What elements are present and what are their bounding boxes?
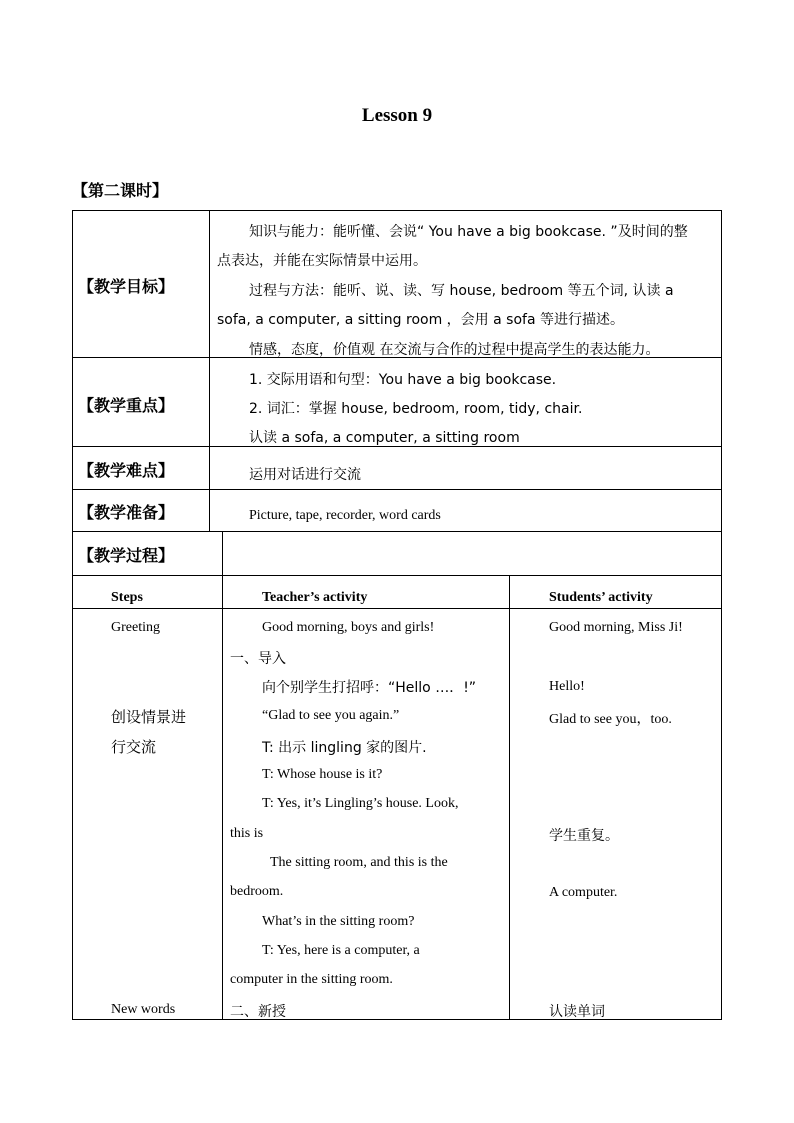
preparation-label: 【教学准备】 bbox=[78, 503, 175, 522]
process-label: 【教学过程】 bbox=[78, 546, 175, 565]
column-divider bbox=[222, 575, 223, 1020]
goals-label: 【教学目标】 bbox=[78, 277, 175, 296]
teacher-line: this is bbox=[230, 826, 264, 841]
teacher-line: T: Whose house is it? bbox=[262, 767, 383, 782]
teacher-line: T: Yes, here is a computer, a bbox=[262, 943, 420, 958]
row-divider bbox=[72, 489, 722, 490]
teacher-line: T: Yes, it’s Lingling’s house. Look, bbox=[262, 796, 459, 811]
key-points-label: 【教学重点】 bbox=[78, 396, 175, 415]
difficulties-text: 运用对话进行交流 bbox=[249, 467, 361, 483]
column-divider bbox=[509, 575, 510, 1020]
step-item: 创设情景进 bbox=[111, 708, 187, 726]
student-line: Hello! bbox=[549, 679, 585, 694]
section-label: 【第二课时】 bbox=[72, 181, 169, 200]
step-item: 行交流 bbox=[111, 738, 157, 756]
teacher-header: Teacher’s activity bbox=[262, 590, 368, 605]
teacher-line: Good morning, boys and girls! bbox=[262, 620, 435, 635]
student-line: A computer. bbox=[549, 885, 618, 900]
column-divider bbox=[222, 531, 223, 575]
student-line: Good morning, Miss Ji! bbox=[549, 620, 683, 635]
teacher-line: bedroom. bbox=[230, 884, 284, 899]
student-line: Glad to see you，too. bbox=[549, 712, 672, 727]
goals-line: 点表达，并能在实际情景中运用。 bbox=[217, 253, 427, 269]
teacher-line: 二、新授 bbox=[230, 1004, 286, 1020]
teacher-line: “Glad to see you again.” bbox=[262, 708, 400, 723]
step-item: New words bbox=[111, 1002, 176, 1017]
teacher-line: 向个别学生打招呼：“Hello …．!” bbox=[262, 680, 477, 696]
step-item: Greeting bbox=[111, 620, 160, 635]
preparation-text: Picture, tape, recorder, word cards bbox=[249, 508, 441, 523]
teacher-line: What’s in the sitting room? bbox=[262, 914, 415, 929]
page-title: Lesson 9 bbox=[361, 105, 433, 126]
teacher-line: computer in the sitting room. bbox=[230, 972, 393, 987]
students-header: Students’ activity bbox=[549, 590, 653, 605]
lesson-plan-table bbox=[72, 210, 722, 1020]
key-points-line: 认读 a sofa, a computer, a sitting room bbox=[249, 430, 520, 446]
key-points-line: 2. 词汇：掌握 house, bedroom, room, tidy, chair. bbox=[249, 401, 583, 417]
teacher-line: T: 出示 lingling 家的图片. bbox=[262, 740, 427, 756]
student-line: 学生重复。 bbox=[549, 828, 619, 844]
steps-header: Steps bbox=[111, 590, 143, 605]
teacher-line: The sitting room, and this is the bbox=[270, 855, 448, 870]
row-divider bbox=[72, 531, 722, 532]
goals-line: sofa, a computer, a sitting room ，会用 a sofa 等进行描述。 bbox=[217, 312, 624, 328]
row-divider bbox=[72, 608, 722, 609]
goals-line: 过程与方法：能听、说、读、写 house, bedroom 等五个词, 认读 a bbox=[249, 283, 674, 299]
goals-line: 情感，态度，价值观 在交流与合作的过程中提高学生的表达能力。 bbox=[249, 342, 660, 358]
key-points-line: 1. 交际用语和句型：You have a big bookcase. bbox=[249, 372, 557, 388]
difficulties-label: 【教学难点】 bbox=[78, 461, 175, 480]
teacher-line: 一、导入 bbox=[230, 651, 286, 667]
column-divider bbox=[209, 210, 210, 532]
goals-line: 知识与能力：能听懂、会说“ You have a big bookcase. ”及时间的整 bbox=[249, 224, 688, 240]
row-divider bbox=[72, 575, 722, 576]
student-line: 认读单词 bbox=[549, 1004, 605, 1020]
